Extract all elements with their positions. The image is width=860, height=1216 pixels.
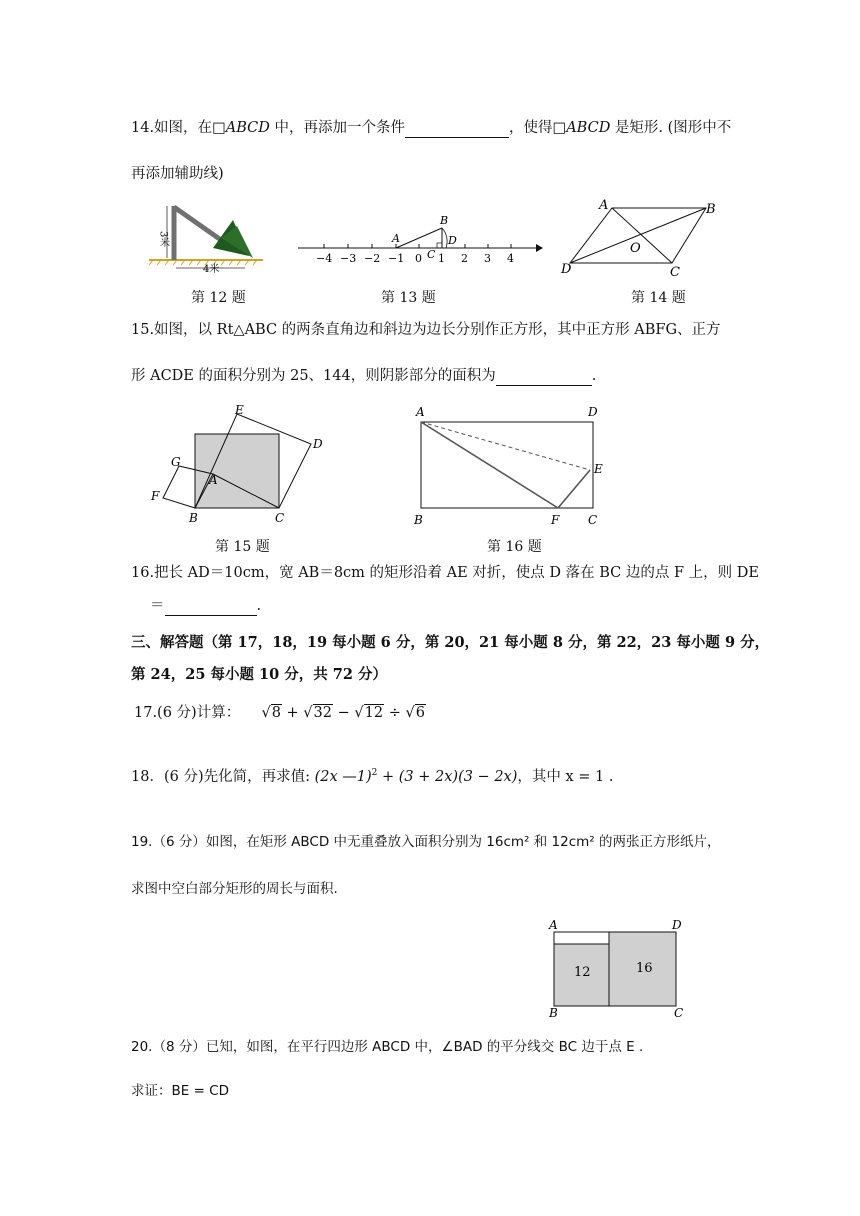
q14-mid2: ，使得	[509, 120, 553, 136]
area-label: 12	[574, 965, 591, 980]
point-label: C	[275, 511, 285, 525]
q16-suffix: .	[256, 598, 262, 614]
segment-fe	[558, 470, 590, 508]
point-label: B	[440, 214, 449, 227]
q15-prefix: 形 ACDE 的面积分别为 25、144，则阴影部分的面积为	[131, 368, 496, 384]
q18-expr-1: (2x —1)	[314, 768, 372, 785]
point-label: B	[549, 1006, 558, 1020]
point-label: D	[448, 234, 457, 247]
figure-14-caption: 第 14 题	[631, 290, 686, 306]
q18-tail: ，其中 x = 1 .	[517, 768, 614, 785]
tick-label: −1	[388, 252, 405, 265]
point-label: O	[630, 241, 641, 256]
right-angle-mark	[437, 243, 442, 248]
question-16-line-2	[150, 596, 261, 616]
figure-16-caption: 第 16 题	[487, 539, 542, 555]
section-3-heading-line-2: 第 24，25 每小题 10 分，共 72 分）	[131, 666, 388, 683]
figure-15-caption: 第 15 题	[215, 539, 270, 555]
question-16-line-1: 16.把长 AD＝10cm，宽 AB＝8cm 的矩形沿着 AE 对折，使点 D 落在 BC 边的点 F 上，则 DE	[131, 565, 759, 581]
question-17	[134, 703, 426, 723]
point-label: D	[313, 437, 323, 451]
question-14-line-1	[131, 118, 731, 138]
point-label: A	[549, 918, 558, 932]
point-label: A	[209, 473, 218, 487]
tick-label: −2	[364, 252, 381, 265]
fold-line-ae	[421, 422, 590, 470]
q14-parallelogram-1: □ABCD	[212, 120, 270, 136]
section-3-heading-line-1: 三、解答题（第 17，18，19 每小题 6 分，第 20，21 每小题 8 分，第 22，23 每小题 9 分，	[131, 634, 770, 651]
tick-label: −4	[316, 252, 333, 265]
figure-12-caption: 第 12 题	[191, 290, 246, 306]
point-label: A	[599, 198, 609, 213]
operator: +	[286, 705, 299, 721]
point-label: G	[171, 455, 181, 469]
tick-label: 2	[461, 252, 468, 265]
q18-expr-2: + (3 + 2x)(3 − 2x)	[377, 768, 518, 785]
operator: −	[337, 705, 350, 721]
question-20-line-1: 20.（8 分）已知，如图，在平行四边形 ABCD 中，∠BAD 的平分线交 BC 边于点 E .	[131, 1039, 644, 1055]
point-label: C	[588, 513, 598, 527]
sqrt-term: √6	[405, 705, 425, 721]
q14-prefix: 14.如图，在	[131, 120, 213, 136]
point-label: F	[151, 489, 160, 503]
q14-suffix: 是矩形. (图形中不	[610, 120, 732, 136]
tick-label: 4	[507, 252, 514, 265]
q16-answer-blank[interactable]	[165, 599, 257, 616]
q14-answer-blank[interactable]	[405, 121, 509, 138]
q15-suffix: .	[591, 368, 597, 384]
arc-bd	[442, 228, 447, 248]
figure-14	[556, 196, 732, 280]
figure-13	[296, 210, 544, 270]
number-line-ticks	[324, 244, 511, 248]
point-label: E	[235, 403, 244, 417]
area-label: 16	[636, 961, 653, 976]
point-label: D	[561, 262, 572, 277]
tick-label: 1	[438, 252, 445, 265]
point-label: D	[672, 918, 682, 932]
segment-af	[421, 422, 558, 508]
point-label: C	[670, 265, 680, 280]
point-label: D	[588, 405, 598, 419]
figure-12	[145, 198, 265, 278]
point-label: B	[414, 513, 423, 527]
q14-mid: 中，再添加一个条件	[269, 120, 405, 136]
figure-16	[408, 402, 608, 528]
question-19-line-1: 19.（6 分）如图，在矩形 ABCD 中无重叠放入面积分别为 16cm² 和 12cm² 的两张正方形纸片，	[131, 834, 721, 850]
point-label: A	[416, 405, 425, 419]
figure-13-caption: 第 13 题	[381, 290, 436, 306]
q17-label: 17.(6 分)计算：	[134, 705, 241, 721]
point-label: F	[551, 513, 560, 527]
point-label: C	[674, 1006, 684, 1020]
shaded-square	[195, 434, 279, 508]
operator: ÷	[388, 705, 401, 721]
figure-19	[544, 916, 692, 1020]
q18-exponent: 2	[371, 768, 378, 778]
q14-parallelogram-2: □ABCD	[552, 120, 611, 136]
sqrt-term: √12	[354, 705, 384, 721]
question-18	[131, 763, 614, 787]
point-label: E	[594, 462, 603, 476]
question-14-line-2: 再添加辅助线)	[131, 166, 224, 182]
sqrt-term: √32	[303, 705, 332, 721]
q16-prefix: ＝	[150, 598, 165, 614]
number-line-arrow	[536, 244, 543, 252]
point-label: C	[427, 248, 436, 261]
tick-label: −3	[340, 252, 357, 265]
question-20-line-2: 求证：BE = CD	[131, 1083, 230, 1099]
tick-label: 0	[415, 252, 422, 265]
q15-answer-blank[interactable]	[496, 369, 592, 386]
q18-label: 18．(6 分)先化简，再求值:	[131, 768, 310, 785]
point-label: B	[706, 202, 716, 217]
sqrt-term: √8	[261, 705, 281, 721]
figure-15	[145, 400, 335, 528]
tick-label: 3	[484, 252, 491, 265]
point-label: A	[392, 232, 400, 245]
broken-pole	[174, 207, 221, 240]
width-label: 4米	[203, 264, 220, 275]
question-15-line-1: 15.如图，以 Rt△ABC 的两条直角边和斜边为边长分别作正方形，其中正方形 ABFG、正方	[131, 322, 721, 338]
question-15-line-2	[131, 366, 596, 386]
question-19-line-2: 求图中空白部分矩形的周长与面积.	[131, 881, 338, 897]
diagonal-ac	[612, 208, 672, 263]
rectangle-abcd	[421, 422, 593, 508]
point-label: B	[189, 511, 198, 525]
height-label: 3米	[157, 231, 169, 248]
